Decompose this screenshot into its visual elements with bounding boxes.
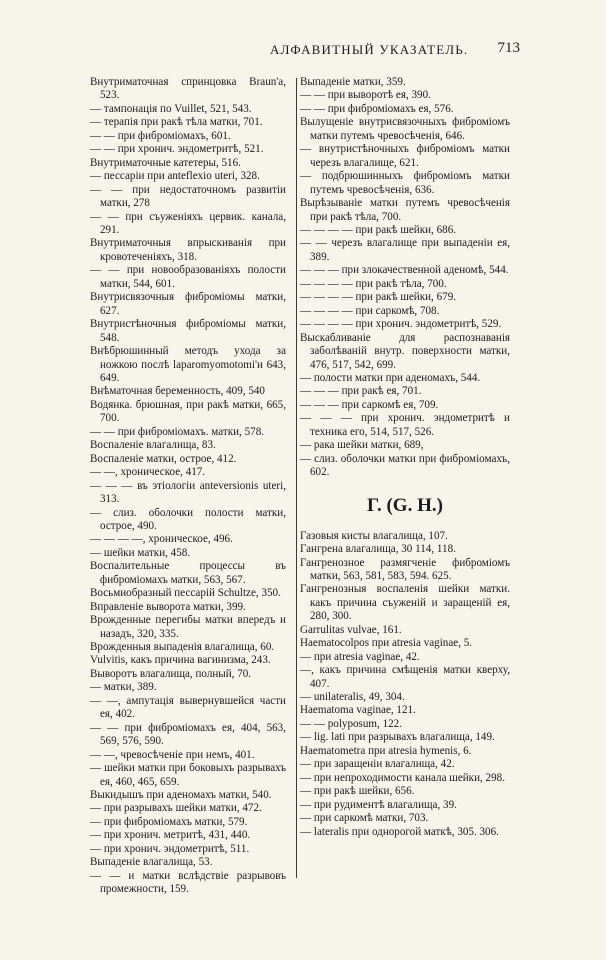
index-entry: Внѣматочная беременность, 409, 540 bbox=[90, 385, 265, 398]
index-entry: — lig. lati при разрывахъ влагалища, 149. bbox=[300, 731, 495, 744]
index-entry: — слиз. оболочки матки при фиброміомахъ, 602. bbox=[300, 452, 510, 479]
index-entry: — — — при злокачественной аденомѣ, 544. bbox=[300, 264, 509, 277]
index-entry: Внутрисвязочныя фиброміомы матки, 627. bbox=[90, 291, 286, 317]
index-entry: — — и матки вслѣдствіе разрывовъ промежности, 159. bbox=[90, 869, 286, 896]
index-entry: — — при фиброміомахъ ея, 576. bbox=[300, 102, 454, 115]
index-entry: Выпаденіе влагалища, 53. bbox=[90, 856, 213, 869]
index-entry: — lateralis при однорогой маткѣ, 305. 306. bbox=[300, 825, 499, 838]
index-entry: Воспаленіе влагалища, 83. bbox=[90, 439, 216, 452]
index-entry: — — — — при ракѣ тѣла, 700. bbox=[300, 277, 447, 290]
index-entry: — — при новообразованіяхъ полости матки, 544, 601. bbox=[90, 264, 286, 290]
index-entry: — — — — при ракѣ шейки, 679. bbox=[300, 291, 457, 304]
index-entry: — при хронич. эндометритѣ, 511. bbox=[90, 842, 250, 855]
index-entry: Вылущеніе внутрисвязочныхъ фиброміомъ матки путемъ чревосѣченія, 646. bbox=[300, 116, 510, 142]
index-entry: Воспаленіе матки, острое, 412. bbox=[90, 452, 237, 465]
index-entry: — при фиброміомахъ матки, 579. bbox=[90, 815, 248, 828]
index-entry: — рака шейки матки, 689, bbox=[300, 439, 424, 452]
index-entry: Haematoma vaginae, 121. bbox=[300, 704, 416, 717]
index-entry: — — при недостаточномъ развитіи матки, 278 bbox=[90, 183, 286, 210]
index-entry: Выскабливаніе для распознаванія заболѣваній внутр. поверхности матки, 476, 517, 542, 699. bbox=[300, 331, 510, 371]
index-entry: — шейки матки, 458. bbox=[90, 546, 191, 559]
index-entry: — — — — при саркомѣ, 708. bbox=[300, 304, 440, 317]
index-entry: — — при хронич. эндометритѣ, 521. bbox=[90, 143, 264, 156]
index-entry: — при заращеніи влагалища, 42. bbox=[300, 758, 455, 771]
index-entry: Выпаденіе матки, 359. bbox=[300, 76, 406, 88]
index-entry: Вправленіе выворота матки, 399. bbox=[90, 600, 246, 613]
index-entry: Водянка. брюшная, при ракѣ матки, 665, 700. bbox=[90, 398, 286, 425]
index-entry: — пессаріи при antеflexio uteri, 328. bbox=[90, 170, 260, 183]
index-entry: — — — —, хроническое, 496. bbox=[90, 533, 233, 546]
index-entry: Гангрена влагалища, 30 114, 118. bbox=[300, 543, 456, 556]
right-column bbox=[300, 76, 510, 839]
index-entry: — —, ампутація вывернувшейся части ея, 402. bbox=[90, 694, 286, 721]
index-entry: Выворотъ влагалища, полный, 70. bbox=[90, 667, 252, 680]
index-entry: — при рудиментѣ влагалища, 39. bbox=[300, 798, 457, 811]
index-entry: Haematocolpos при atresia vaginae, 5. bbox=[300, 637, 473, 650]
page-number: 713 bbox=[497, 40, 520, 56]
index-entry: Garrulitas vulvae, 161. bbox=[300, 623, 402, 636]
index-entry: —, какъ причина смѣщенія матки кверху, 407. bbox=[300, 664, 510, 690]
index-entry: Внутриматочная спринцовка Braun'a, 523. bbox=[90, 76, 286, 102]
index-entry: — — — при ракѣ ея, 701. bbox=[300, 385, 422, 398]
index-entry: — — — — при хронич. эндометритѣ, 529. bbox=[300, 318, 502, 331]
left-column bbox=[90, 76, 286, 897]
index-entry: Воспалительные процессы въ фиброміомахъ матки, 563, 567. bbox=[90, 560, 286, 586]
index-entry: Внутриматочныя впрыскиванія при кровотеченіяхъ, 318. bbox=[90, 237, 286, 263]
index-entry: — при непроходимости канала шейки, 298. bbox=[300, 771, 505, 784]
index-entry: Выкидышъ при аденомахъ матки, 540. bbox=[90, 789, 272, 802]
index-entry: Внутриматочные катетеры, 516. bbox=[90, 156, 241, 169]
index-entry: — полости матки при аденомахъ, 544. bbox=[300, 371, 481, 384]
index-entry: — — при выворотѣ ея, 390. bbox=[300, 89, 431, 102]
index-entry: Внутристѣночныя фиброміомы матки, 548. bbox=[90, 318, 286, 344]
index-entry: — — — въ этіологіи anteversionis uteri, 313. bbox=[90, 479, 286, 506]
index-entry: Вырѣзываніе матки путемъ чревосѣченія при ракѣ тѣла, 700. bbox=[300, 197, 510, 223]
index-entry: — матки, 389. bbox=[90, 681, 157, 694]
index-entry: — — — при саркомѣ ея, 709. bbox=[300, 398, 439, 411]
index-entry: — при хронич. метритѣ, 431, 440. bbox=[90, 829, 251, 842]
index-entry: — шейки матки при боковыхъ разрывахъ ея, 460, 465, 659. bbox=[90, 762, 286, 788]
index-entry: Гангренозное размягченіе фиброміомъ матки, 563, 581, 583, 594. 625. bbox=[300, 556, 510, 582]
index-entry: — при разрывахъ шейки матки, 472. bbox=[90, 802, 262, 815]
index-entry: — при atresia vaginae, 42. bbox=[300, 650, 420, 663]
index-entry: — при ракѣ шейки, 656. bbox=[300, 785, 415, 798]
index-entry: — unilateralis, 49, 304. bbox=[300, 691, 405, 704]
index-entry: — внутристѣночныхъ фиброміомъ матки черезъ влагалище, 621. bbox=[300, 143, 510, 169]
index-entry: — — при фиброміомахъ, 601. bbox=[90, 129, 231, 142]
index-entry: Haematometra при atresia hymenis, 6. bbox=[300, 744, 472, 757]
index-entry: — слиз. оболочки полости матки, острое, 490. bbox=[90, 506, 286, 532]
section-heading: Г. (G. H.) bbox=[367, 494, 443, 516]
index-entry: — —, чревосѣченіе при немъ, 401. bbox=[90, 748, 255, 761]
index-entry: Врожденные перегибы матки впередъ и назадъ, 320, 335. bbox=[90, 614, 286, 640]
index-entry: — — при съуженіяхъ цервик. канала, 291. bbox=[90, 210, 286, 236]
index-entry: — — черезъ влагалище при выпаденіи ея, 389. bbox=[300, 237, 510, 263]
index-entry: Газовыя кисты влагалища, 107. bbox=[300, 529, 448, 542]
index-entry: Vulvitis, какъ причина вагинизма, 243. bbox=[90, 654, 271, 667]
index-entry: — подбрюшинныхъ фиброміомъ матки путемъ чревосѣченія, 636. bbox=[300, 170, 510, 196]
index-entry: — при саркомѣ матки, 703. bbox=[300, 812, 429, 825]
index-entry: — — при фиброміомахъ. матки, 578. bbox=[90, 425, 265, 438]
index-entry: Внѣбрюшинный методъ ухода за ножкою послѣ laparomyomotomi'и 643, 649. bbox=[90, 345, 286, 384]
index-entry: — — — при хронич. эндометритѣ и техника его, 514, 517, 526. bbox=[300, 412, 510, 438]
index-entry: — терапія при ракѣ тѣла матки, 701. bbox=[90, 116, 263, 129]
page-header bbox=[90, 42, 520, 64]
index-entry: — — polyposum, 122. bbox=[300, 717, 403, 730]
index-entry: Гангренозныя воспаленія шейки матки. какъ причина съуженій и заращеній ея, 280, 300. bbox=[300, 583, 510, 623]
index-entry: Восьмиобразный пессарій Schultze, 350. bbox=[90, 587, 281, 600]
index-entry: — — — — при ракѣ шейки, 686. bbox=[300, 223, 457, 236]
index-entry: — тампонація по Vuillet, 521, 543. bbox=[90, 102, 252, 115]
running-title: АЛФАВИТНЫЙ УКАЗАТЕЛЬ. bbox=[270, 42, 469, 57]
index-entry: — — при фиброміомахъ ея, 404, 563, 569, 576, 590. bbox=[90, 721, 286, 748]
index-entry: Врожденныя выпаденія влагалища, 60. bbox=[90, 641, 275, 654]
index-entry: — —, хроническое, 417. bbox=[90, 466, 206, 479]
column-divider bbox=[296, 78, 297, 878]
